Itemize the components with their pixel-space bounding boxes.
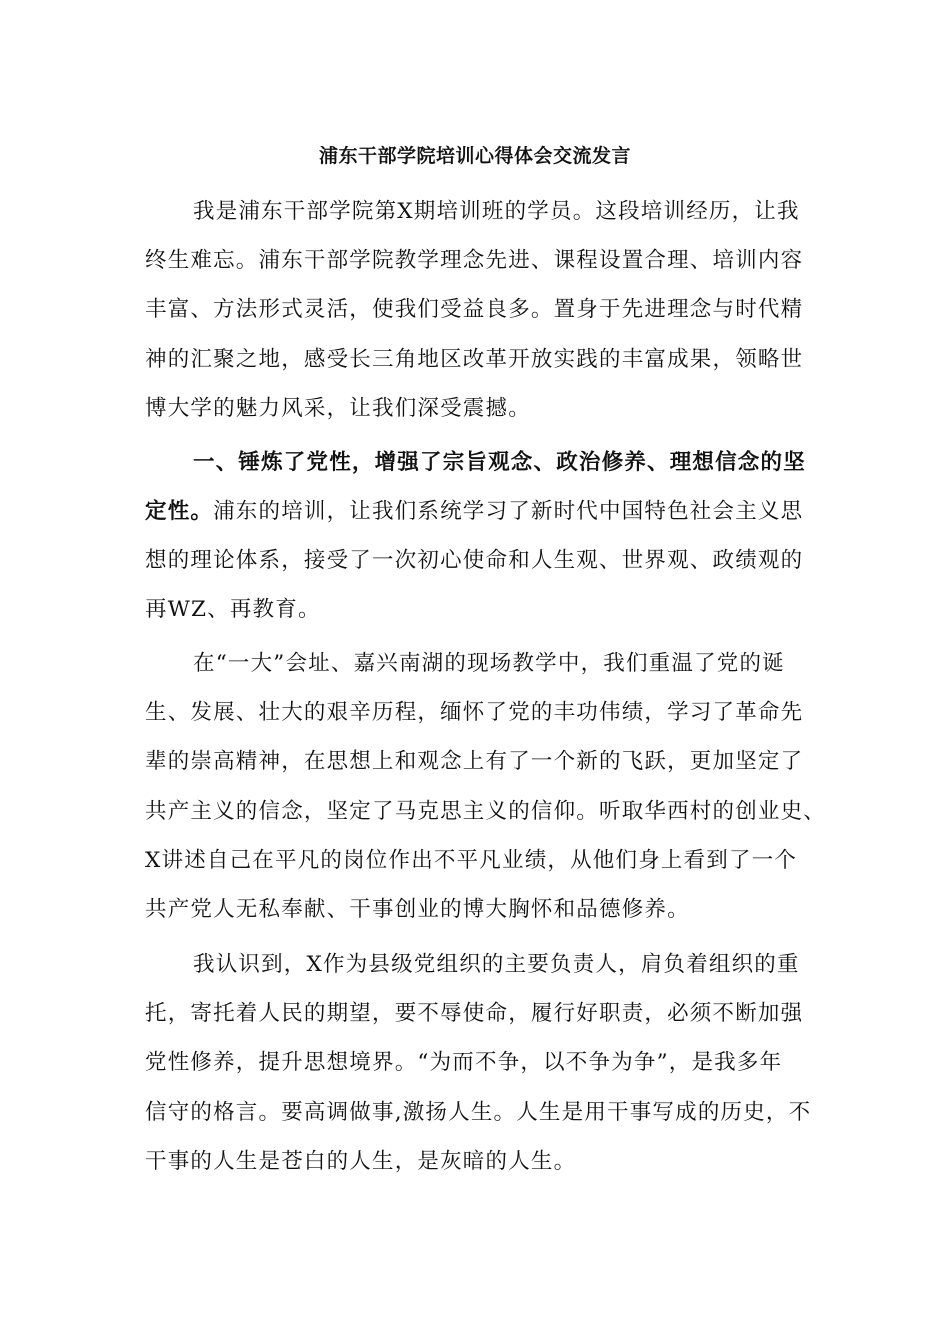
paragraph-4-line-4: 信守的格言。要高调做事,激扬人生。人生是用干事写成的历史，不 [145, 1100, 812, 1125]
paragraph-3-line-1: 在“一大”会址、嘉兴南湖的现场教学中，我们重温了党的诞 [193, 651, 785, 676]
paragraph-2-line-3: 想的理论体系，接受了一次初心使命和人生观、世界观、政绩观的 [145, 548, 804, 573]
paragraph-4-line-5: 干事的人生是苍白的人生，是灰暗的人生。 [145, 1149, 577, 1174]
paragraph-1-line-5: 博大学的魅力风采，让我们深受震撼。 [145, 396, 531, 421]
paragraph-1-line-4: 神的汇聚之地，感受长三角地区改革开放实践的丰富成果，领略世 [145, 347, 804, 372]
paragraph-1-line-1: 我是浦东干部学院第X期培训班的学员。这段培训经历，让我 [193, 199, 800, 224]
paragraph-3-line-5: X讲述自己在平凡的岗位作出不平凡业绩，从他们身上看到了一个 [145, 848, 798, 873]
paragraph-1-line-2: 终生难忘。浦东干部学院教学理念先进、课程设置合理、培训内容 [145, 248, 804, 273]
section-heading-line-1: 一、锤炼了党性，增强了宗旨观念、政治修养、理想信念的坚 [193, 450, 806, 475]
paragraph-2-line-4: 再WZ、再教育。 [145, 597, 321, 622]
paragraph-3-line-4: 共产主义的信念，坚定了马克思主义的信仰。听取华西村的创业史、 [145, 799, 827, 824]
paragraph-2-line-2-text: 浦东的培训，让我们系统学习了新时代中国特色社会主义思 [213, 499, 804, 524]
paragraph-1-line-3: 丰富、方法形式灵活，使我们受益良多。置身于先进理念与时代精 [145, 297, 804, 322]
section-heading-end: 定性。 [145, 499, 214, 524]
section-heading-line-2 [145, 497, 803, 527]
paragraph-3-line-2: 生、发展、壮大的艰辛历程，缅怀了党的丰功伟绩，学习了革命先 [145, 700, 804, 725]
paragraph-3-line-6: 共产党人无私奉献、干事创业的博大胸怀和品德修养。 [145, 897, 690, 922]
paragraph-4-line-2: 托，寄托着人民的期望，要不辱使命，履行好职责，必须不断加强 [145, 1001, 804, 1026]
paragraph-4-line-3: 党性修养，提升思想境界。“为而不争，以不争为争”，是我多年 [145, 1050, 783, 1075]
paragraph-3-line-3: 辈的崇高精神，在思想上和观念上有了一个新的飞跃，更加坚定了 [145, 749, 804, 774]
document-title: 浦东干部学院培训心得体会交流发言 [318, 145, 631, 167]
paragraph-4-line-1: 我认识到，X作为县级党组织的主要负责人，肩负着组织的重 [193, 952, 800, 977]
